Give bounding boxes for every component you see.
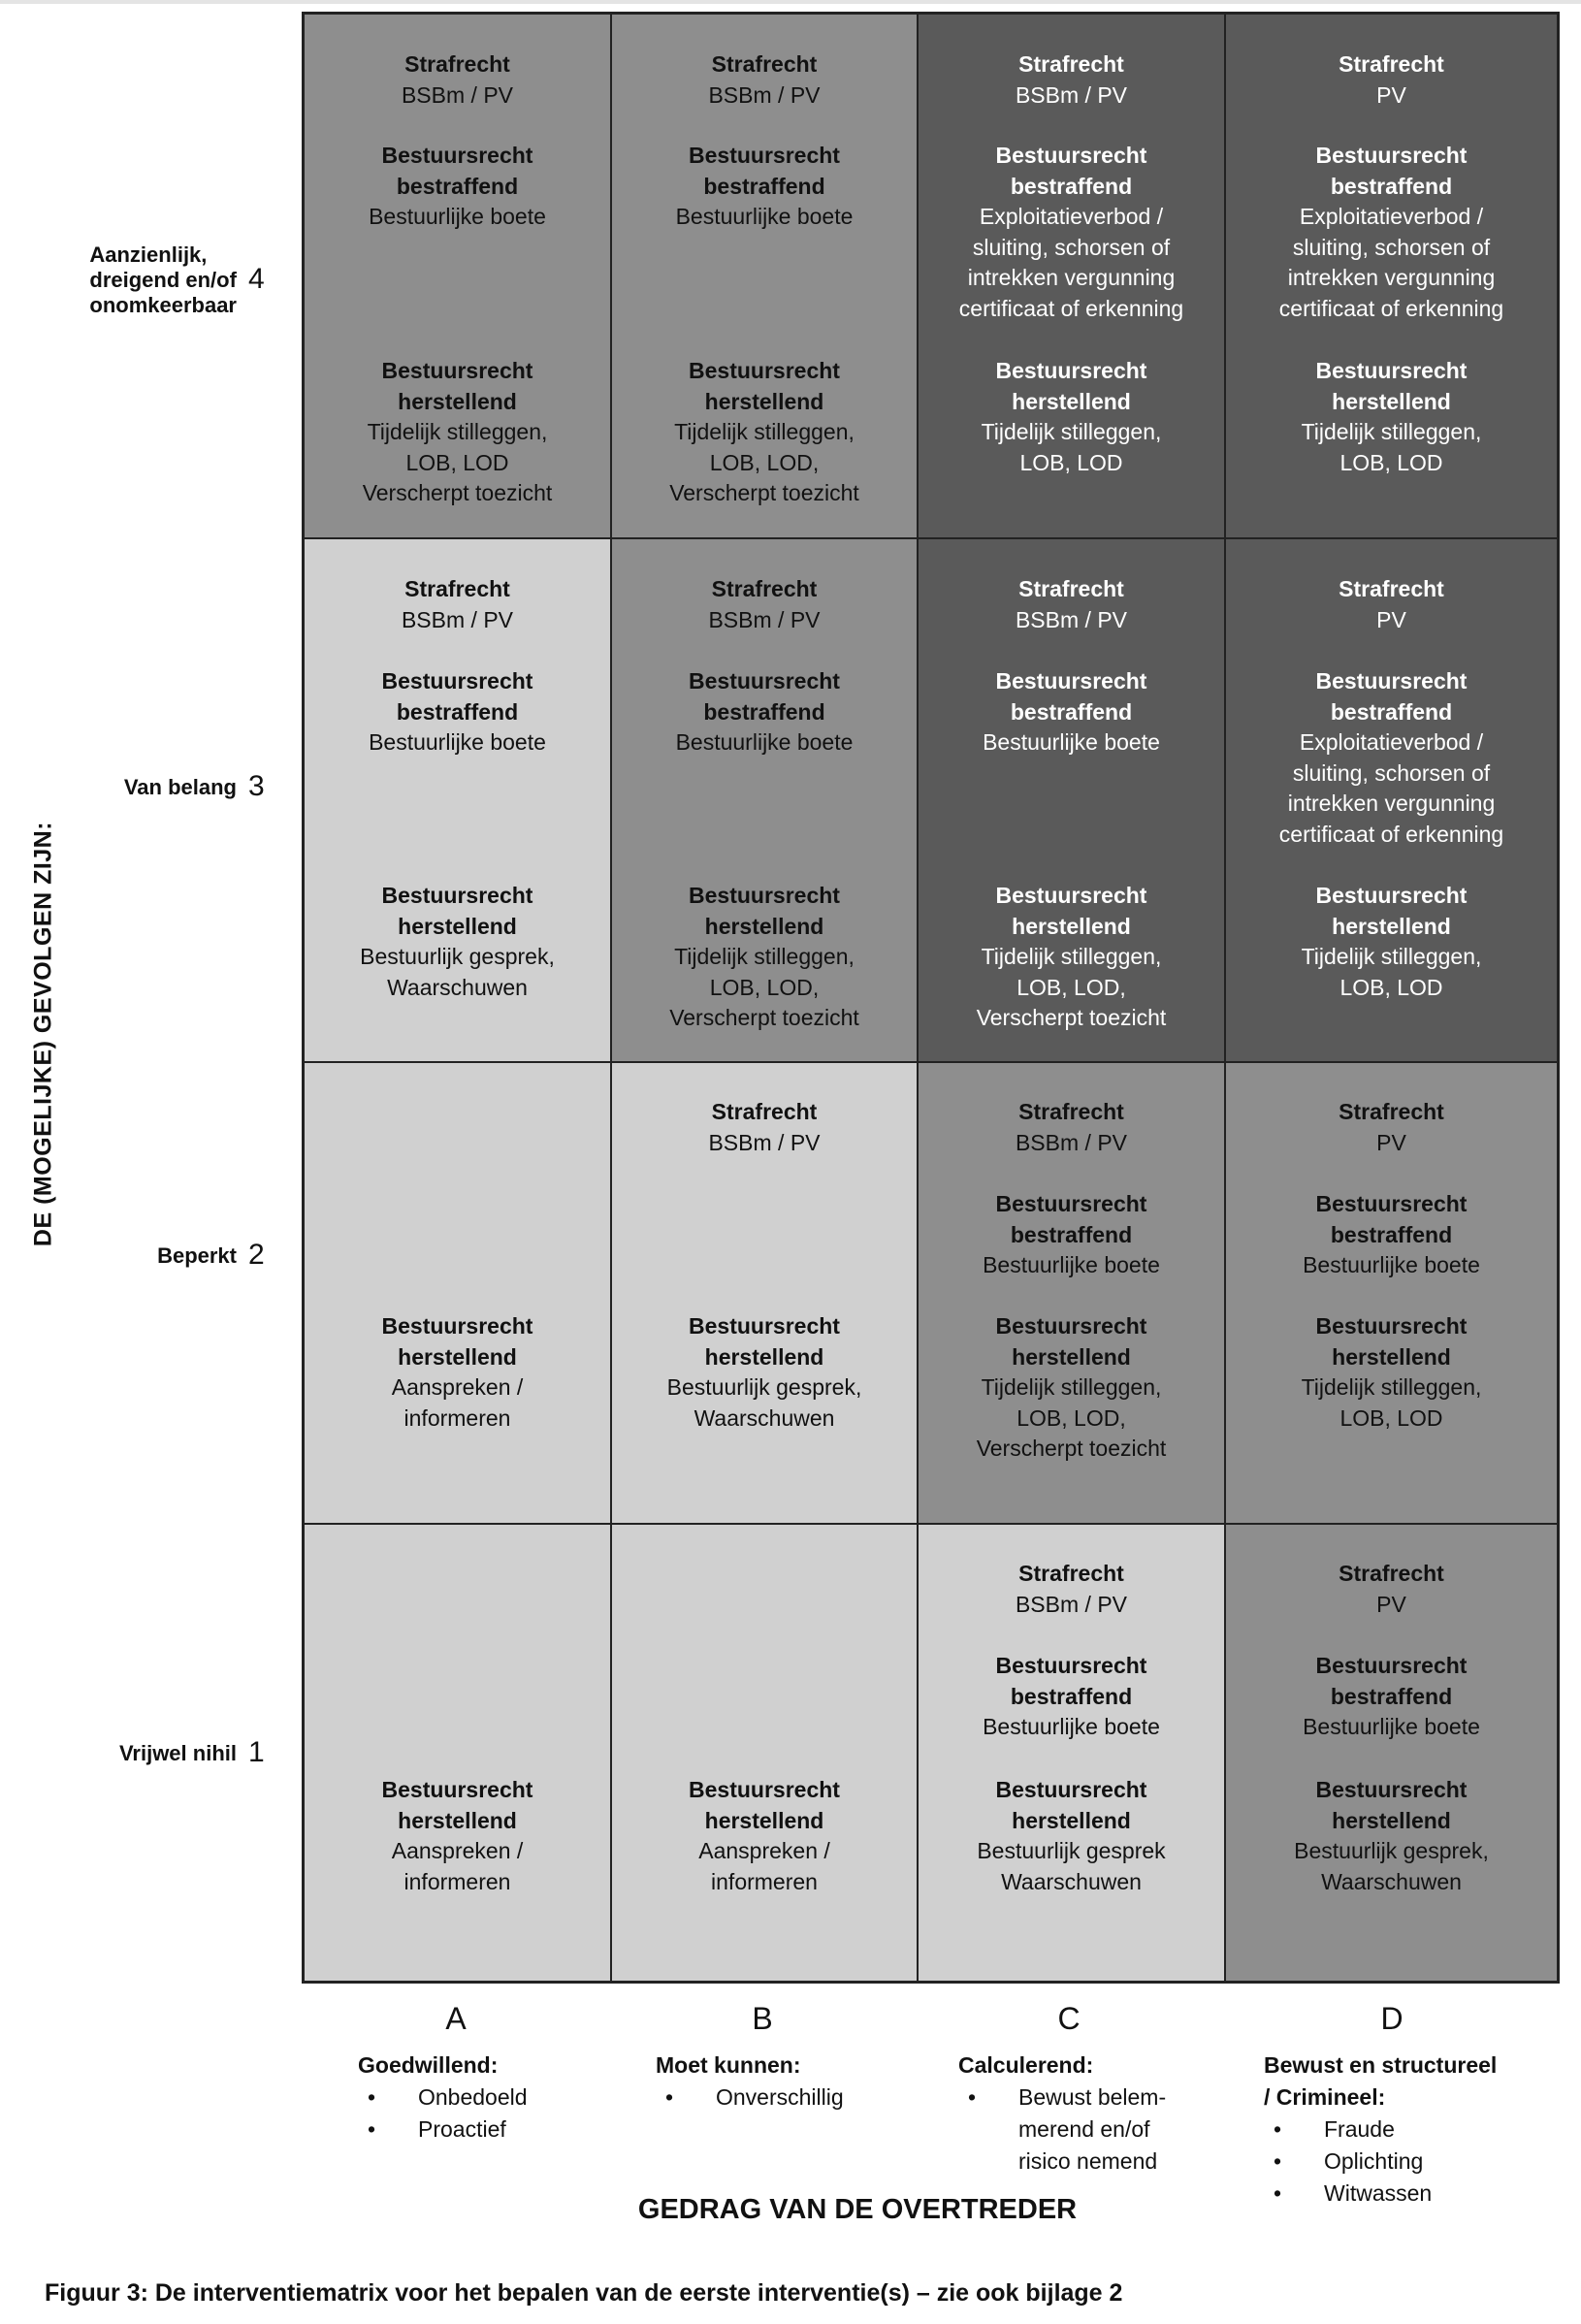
matrix-cell-2-d: [1226, 1063, 1557, 1525]
block-title: Strafrecht: [711, 576, 818, 601]
block-title: Bestuursrecht: [995, 1191, 1147, 1216]
block-title: herstellend: [1012, 1343, 1131, 1370]
block-text: intrekken vergunning: [1287, 791, 1496, 816]
block-title: bestraffend: [703, 698, 825, 725]
block-title: herstellend: [398, 913, 517, 939]
intervention-block: [612, 666, 917, 759]
bullet-text: • Onverschillig: [716, 2084, 844, 2110]
row-number: 2: [248, 1239, 265, 1271]
block-text: Bestuurlijke boete: [675, 729, 854, 755]
block-text: PV: [1376, 81, 1406, 108]
intervention-block: [305, 356, 610, 509]
bullet-list: [358, 2082, 528, 2146]
column-description: [656, 2050, 844, 2114]
block-title: Strafrecht: [1339, 1099, 1444, 1124]
block-title: bestraffend: [396, 173, 519, 199]
block-title: bestraffend: [1010, 698, 1133, 725]
row-label: [124, 775, 237, 800]
block-title: Bestuursrecht: [689, 143, 840, 168]
intervention-block: [305, 574, 610, 635]
row-label-line: Beperkt: [157, 1243, 237, 1268]
intervention-block: [919, 1559, 1224, 1620]
intervention-block: [305, 666, 610, 759]
block-text: LOB, LOD: [1339, 974, 1443, 1000]
block-text: Bestuurlijke boete: [983, 729, 1160, 755]
block-text: Bestuurlijk gesprek,: [1294, 1838, 1489, 1863]
bullet-text: • Onbedoeld: [418, 2084, 528, 2110]
block-title: Bestuursrecht: [1315, 1653, 1468, 1678]
block-text: intrekken vergunning: [1287, 265, 1496, 290]
block-title: Bestuursrecht: [1315, 1313, 1468, 1339]
block-title: Bestuursrecht: [689, 1313, 840, 1339]
intervention-block: [1226, 141, 1557, 324]
column-letter: A: [445, 2001, 467, 2036]
intervention-block: [1226, 574, 1557, 635]
block-text: Tijdelijk stilleggen,: [981, 419, 1162, 444]
intervention-block: [612, 1775, 917, 1897]
row-label-line: Vrijwel nihil: [118, 1741, 237, 1765]
block-text: Verscherpt toezicht: [669, 480, 859, 505]
block-text: Exploitatieverbod /: [979, 204, 1164, 229]
intervention-block: [305, 1311, 610, 1434]
block-text: Bestuurlijk gesprek,: [360, 944, 555, 969]
block-text: Waarschuwen: [1001, 1868, 1142, 1894]
bullet-text: • Witwassen: [1324, 2180, 1433, 2206]
matrix-cell-4-d: [1226, 15, 1557, 539]
block-title: herstellend: [398, 388, 517, 414]
column-description: [1264, 2050, 1497, 2210]
block-title: Strafrecht: [404, 51, 510, 77]
column-heading: Goedwillend:: [358, 2052, 499, 2078]
y-axis-label: DE (MOGELIJKE) GEVOLGEN ZIJN:: [29, 821, 57, 1247]
block-title: Bestuursrecht: [381, 1777, 533, 1802]
block-text: Waarschuwen: [1321, 1868, 1462, 1894]
block-title: Strafrecht: [1339, 1561, 1444, 1586]
block-title: Bestuursrecht: [1315, 358, 1468, 383]
block-text: LOB, LOD: [1339, 449, 1443, 475]
block-text: certificaat of erkenning: [1278, 821, 1504, 847]
intervention-block: [1226, 1311, 1557, 1434]
row-number: 1: [248, 1736, 265, 1768]
block-title: Strafrecht: [711, 51, 818, 77]
block-title: Strafrecht: [1339, 51, 1444, 77]
block-title: Bestuursrecht: [995, 358, 1147, 383]
block-text: Tijdelijk stilleggen,: [674, 419, 855, 444]
block-text: LOB, LOD,: [709, 974, 820, 1000]
block-title: Strafrecht: [1018, 1561, 1124, 1586]
matrix-cell-3-d: [1226, 539, 1557, 1063]
top-divider: [0, 0, 1581, 4]
intervention-block: [612, 881, 917, 1034]
block-title: Bestuursrecht: [689, 883, 840, 908]
block-title: Bestuursrecht: [995, 143, 1147, 168]
block-title: Strafrecht: [711, 1099, 818, 1124]
block-text: Aanspreken /: [698, 1838, 830, 1863]
intervention-block: [1226, 881, 1557, 1003]
column-heading: Calculerend:: [958, 2052, 1094, 2078]
matrix-cell-2-a: [305, 1063, 612, 1525]
intervention-block: [919, 881, 1224, 1034]
intervention-block: [1226, 1097, 1557, 1158]
block-title: Bestuursrecht: [381, 668, 533, 694]
block-text: Waarschuwen: [387, 974, 528, 1000]
block-title: Bestuursrecht: [381, 143, 533, 168]
column-heading: Moet kunnen:: [656, 2052, 801, 2078]
row-number: 3: [248, 770, 265, 802]
matrix-cell-1-a: [305, 1525, 612, 1981]
bullet-text: merend en/of: [1018, 2116, 1150, 2142]
block-title: Bestuursrecht: [1315, 1777, 1468, 1802]
block-text: Verscherpt toezicht: [976, 1436, 1167, 1461]
block-text: Waarschuwen: [694, 1404, 835, 1431]
matrix-cell-2-b: [612, 1063, 919, 1525]
intervention-block: [612, 574, 917, 635]
block-title: herstellend: [704, 1807, 824, 1833]
matrix-cell-3-a: [305, 539, 612, 1063]
bullet-list: [656, 2082, 844, 2114]
bullet-text: • Proactief: [418, 2116, 506, 2142]
block-title: bestraffend: [1330, 698, 1453, 725]
block-text: informeren: [711, 1868, 818, 1894]
block-text: Tijdelijk stilleggen,: [1301, 944, 1482, 969]
intervention-block: [1226, 1651, 1557, 1743]
intervention-block: [1226, 666, 1557, 850]
intervention-block: [919, 666, 1224, 759]
block-title: Bestuursrecht: [1315, 143, 1468, 168]
bullet-item: [358, 2114, 528, 2146]
bullet-text: • Bewust belem-: [1018, 2084, 1167, 2110]
bullet-text: • Oplichting: [1324, 2148, 1424, 2174]
block-title: bestraffend: [1330, 1683, 1453, 1709]
intervention-block: [305, 141, 610, 233]
row-label: [119, 1741, 237, 1766]
block-title: herstellend: [1012, 913, 1131, 939]
block-title: bestraffend: [396, 698, 519, 725]
intervention-block: [612, 141, 917, 233]
intervention-block: [612, 49, 917, 111]
matrix-cell-2-c: [919, 1063, 1226, 1525]
column-heading: / Crimineel:: [1264, 2084, 1386, 2110]
matrix-cell-1-c: [919, 1525, 1226, 1981]
block-text: Aanspreken /: [391, 1374, 524, 1400]
intervention-block: [919, 1311, 1224, 1465]
block-title: herstellend: [704, 388, 824, 414]
intervention-block: [305, 49, 610, 111]
matrix-cell-3-b: [612, 539, 919, 1063]
column-letter: C: [1057, 2001, 1081, 2036]
intervention-block: [919, 49, 1224, 111]
column-letter: D: [1380, 2001, 1404, 2036]
block-title: Bestuursrecht: [689, 668, 840, 694]
block-text: LOB, LOD,: [1016, 974, 1126, 1000]
block-text: Tijdelijk stilleggen,: [674, 944, 855, 969]
block-text: LOB, LOD: [405, 449, 509, 475]
bullet-item: [656, 2082, 844, 2114]
block-text: LOB, LOD: [1339, 1404, 1443, 1431]
row-label-line: Aanzienlijk,: [89, 242, 208, 267]
row-label-line: dreigend en/of: [89, 268, 237, 292]
row-label-line: onomkeerbaar: [89, 293, 237, 317]
matrix-cell-4-a: [305, 15, 612, 539]
intervention-block: [919, 574, 1224, 635]
block-title: Bestuursrecht: [995, 883, 1147, 908]
intervention-block: [1226, 1775, 1557, 1897]
block-title: herstellend: [398, 1807, 517, 1833]
block-text: Bestuurlijke boete: [1303, 1252, 1480, 1277]
block-title: herstellend: [1012, 1807, 1131, 1833]
block-title: Bestuursrecht: [995, 1653, 1147, 1678]
matrix-cell-3-c: [919, 539, 1226, 1063]
block-text: Tijdelijk stilleggen,: [981, 1374, 1162, 1400]
block-title: Bestuursrecht: [995, 668, 1147, 694]
block-text: LOB, LOD: [1019, 449, 1123, 475]
block-text: Verscherpt toezicht: [362, 480, 553, 505]
block-text: Exploitatieverbod /: [1299, 204, 1484, 229]
row-label-line: Van belang: [123, 775, 237, 799]
block-text: Bestuurlijk gesprek,: [666, 1374, 862, 1400]
block-title: bestraffend: [1010, 1221, 1133, 1247]
intervention-block: [919, 356, 1224, 478]
block-title: herstellend: [1332, 913, 1451, 939]
block-text: Bestuurlijke boete: [983, 1714, 1160, 1739]
block-text: PV: [1376, 1129, 1406, 1155]
intervention-block: [305, 1775, 610, 1897]
intervention-block: [1226, 1189, 1557, 1281]
block-title: herstellend: [704, 913, 824, 939]
block-title: bestraffend: [1010, 1683, 1133, 1709]
block-text: informeren: [403, 1404, 511, 1431]
block-title: Strafrecht: [1018, 51, 1124, 77]
block-text: Bestuurlijke boete: [369, 729, 546, 755]
block-title: Bestuursrecht: [381, 358, 533, 383]
block-title: herstellend: [1332, 388, 1451, 414]
block-title: Bestuursrecht: [689, 358, 840, 383]
bullet-item: [1264, 2114, 1497, 2146]
block-text: certificaat of erkenning: [1278, 295, 1504, 321]
intervention-block: [1226, 1559, 1557, 1620]
block-title: herstellend: [1012, 388, 1131, 414]
block-text: Bestuurlijke boete: [983, 1252, 1160, 1277]
block-text: Tijdelijk stilleggen,: [1301, 419, 1482, 444]
intervention-block: [305, 881, 610, 1003]
row-label: [157, 1243, 237, 1269]
block-text: Verscherpt toezicht: [669, 1005, 859, 1030]
intervention-block: [919, 1097, 1224, 1158]
column-letter: B: [752, 2001, 773, 2036]
block-text: informeren: [403, 1868, 511, 1894]
block-text: Tijdelijk stilleggen,: [1301, 1374, 1482, 1400]
block-title: herstellend: [1332, 1343, 1451, 1370]
block-title: bestraffend: [703, 173, 825, 199]
block-title: Strafrecht: [1018, 576, 1124, 601]
bullet-item: [958, 2082, 1166, 2178]
intervention-block: [919, 1189, 1224, 1281]
block-title: Bestuursrecht: [381, 1313, 533, 1339]
intervention-block: [919, 1651, 1224, 1743]
block-title: Bestuursrecht: [995, 1777, 1147, 1802]
column-description: [958, 2050, 1166, 2178]
block-text: sluiting, schorsen of: [1292, 234, 1491, 260]
bullet-text: risico nemend: [1018, 2148, 1158, 2174]
block-title: herstellend: [398, 1343, 517, 1370]
bullet-list: [958, 2082, 1166, 2178]
block-text: LOB, LOD,: [1016, 1404, 1126, 1431]
block-text: Verscherpt toezicht: [976, 1005, 1167, 1030]
block-title: Bestuursrecht: [1315, 668, 1468, 694]
block-title: bestraffend: [1010, 173, 1133, 199]
bullet-list: [1264, 2114, 1497, 2210]
block-title: herstellend: [1332, 1807, 1451, 1833]
intervention-block: [1226, 356, 1557, 478]
intervention-block: [919, 1775, 1224, 1897]
intervention-matrix: [302, 12, 1560, 1984]
bullet-item: [358, 2082, 528, 2114]
block-text: BSBm / PV: [1015, 606, 1128, 632]
block-text: Tijdelijk stilleggen,: [981, 944, 1162, 969]
block-title: Bestuursrecht: [995, 1313, 1147, 1339]
row-number: 4: [248, 263, 265, 295]
block-text: Bestuurlijke boete: [675, 204, 854, 229]
block-text: Tijdelijk stilleggen,: [367, 419, 548, 444]
block-text: BSBm / PV: [401, 606, 514, 632]
block-title: Strafrecht: [404, 576, 510, 601]
column-heading: Bewust en structureel: [1264, 2052, 1498, 2078]
x-axis-label: GEDRAG VAN DE OVERTREDER: [637, 2194, 1078, 2225]
block-text: BSBm / PV: [708, 606, 821, 632]
block-text: certificaat of erkenning: [958, 295, 1184, 321]
bullet-item: [1264, 2178, 1497, 2210]
intervention-block: [612, 356, 917, 509]
block-text: intrekken vergunning: [967, 265, 1176, 290]
block-title: bestraffend: [1330, 173, 1453, 199]
matrix-cell-1-d: [1226, 1525, 1557, 1981]
block-title: herstellend: [704, 1343, 824, 1370]
matrix-cell-4-c: [919, 15, 1226, 539]
block-title: Strafrecht: [1018, 1099, 1124, 1124]
block-title: Strafrecht: [1339, 576, 1444, 601]
block-text: BSBm / PV: [401, 81, 514, 108]
block-text: BSBm / PV: [1015, 1129, 1128, 1155]
matrix-cell-4-b: [612, 15, 919, 539]
block-title: Bestuursrecht: [1315, 883, 1468, 908]
block-text: PV: [1376, 1591, 1406, 1617]
block-text: Aanspreken /: [391, 1838, 524, 1863]
block-text: BSBm / PV: [708, 1129, 821, 1155]
block-title: Bestuursrecht: [1315, 1191, 1468, 1216]
block-text: Exploitatieverbod /: [1299, 729, 1484, 755]
block-text: sluiting, schorsen of: [1292, 759, 1491, 786]
block-text: BSBm / PV: [1015, 1591, 1128, 1617]
intervention-block: [612, 1311, 917, 1434]
block-text: PV: [1376, 606, 1406, 632]
block-title: bestraffend: [1330, 1221, 1453, 1247]
matrix-cell-1-b: [612, 1525, 919, 1981]
block-text: Bestuurlijk gesprek: [977, 1838, 1166, 1863]
block-text: Bestuurlijke boete: [1303, 1714, 1480, 1739]
bullet-text: • Fraude: [1324, 2116, 1395, 2142]
block-title: Bestuursrecht: [689, 1777, 840, 1802]
block-title: Bestuursrecht: [381, 883, 533, 908]
column-description: [358, 2050, 528, 2146]
row-label: [89, 242, 237, 318]
block-text: BSBm / PV: [708, 81, 821, 108]
block-text: BSBm / PV: [1015, 81, 1128, 108]
block-text: LOB, LOD,: [709, 449, 820, 475]
intervention-block: [612, 1097, 917, 1158]
block-text: sluiting, schorsen of: [972, 234, 1171, 260]
figure-caption: Figuur 3: De interventiematrix voor het bepalen van de eerste interventie(s) – zie ook bijlage 2: [45, 2279, 1123, 2307]
block-text: Bestuurlijke boete: [369, 204, 546, 229]
bullet-item: [1264, 2146, 1497, 2178]
intervention-block: [1226, 49, 1557, 111]
intervention-block: [919, 141, 1224, 324]
